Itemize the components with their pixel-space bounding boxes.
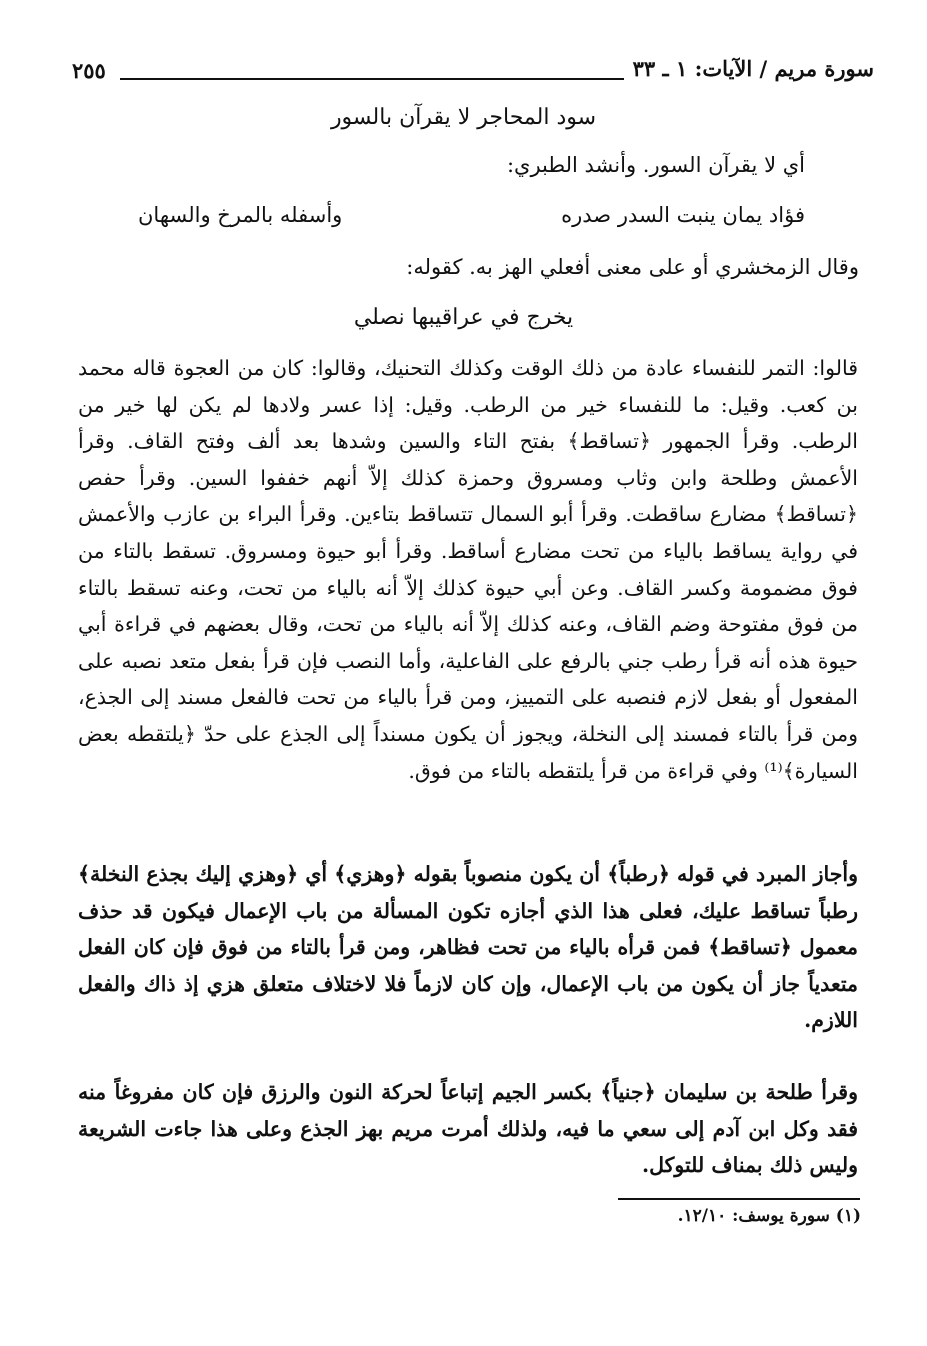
running-title: سورة مريم / الآيات: ١ ـ ٣٣ (632, 56, 874, 81)
verse-line-2: يخرج في عراقيبها نصلي (353, 305, 574, 330)
page-number: ٢٥٥ (72, 58, 106, 83)
zamakhshari-line: وقال الزمخشري أو على معنى أفعلي الهز به. كقوله: (406, 255, 859, 279)
footnote: (١) سورة يوسف: ١٢/١٠. (677, 1206, 861, 1226)
verse-line-1: سود المحاجر لا يقرآن بالسور (330, 105, 597, 130)
page-header (68, 52, 874, 90)
couplet-second-hemistich: وأسفله بالمرخ والسهان (138, 203, 343, 227)
paragraph-mubarrad: وأجاز المبرد في قوله ﴿رطباً﴾ أن يكون منصوباً بقوله ﴿وهزي﴾ أي ﴿وهزي إليك بجذع النخلة﴾ رطباً تساقط عليك، فعلى هذا الذي أجازه تكون المسألة من باب الإعمال فيكون قد حذف معمول ﴿تساقط﴾ فمن قرأه بالياء من تحت فظاهر، ومن قرأ بالتاء من فوق فإن كان الفعل متعدياً جاز أن يكون من باب الإعمال، وإن كان لازماً فلا لاختلاف متعلق هزي إذ ذاك والفعل اللازم. (78, 862, 858, 1033)
header-rule (120, 78, 624, 80)
couplet-first-hemistich: فؤاد يمان ينبت السدر صدره (561, 203, 805, 227)
footnote-rule (618, 1198, 860, 1200)
paragraph-talha: وقرأ طلحة بن سليمان ﴿جنياً﴾ بكسر الجيم إتباعاً لحركة النون والرزق فإن كان مفروغاً منه فقد وكل ابن آدم إلى سعي ما فيه، ولذلك أمرت مريم بهز الجذع وعلى هذا جاءت الشريعة وليس ذلك بمناف للتوكل. (78, 1080, 858, 1178)
verse-intro: أي لا يقرآن السور. وأنشد الطبري: (506, 153, 805, 177)
paragraph-readings: قالوا: التمر للنفساء عادة من ذلك الوقت وكذلك التحنيك، وقالوا: كان من العجوة قاله محمد بن كعب. وقيل: ما للنفساء خير من الرطب. وقيل: إذا عسر ولادها لم يكن لها خير من الرطب. وقرأ الجمهور ﴿تساقط﴾ بفتح التاء والسين وشدها بعد ألف وفتح القاف. وقرأ الأعمش وطلحة وابن وثاب ومسروق وحمزة كذلك إلاّ أنهم خففوا السين. وقرأ حفص ﴿تساقط﴾ مضارع ساقطت. وقرأ أبو السمال تتساقط بتاءين. وقرأ البراء بن عازب والأعمش في رواية يساقط بالياء من تحت مضارع أساقط. وقرأ أبو حيوة ومسروق. تسقط بالتاء من فوق مضمومة وكسر القاف. وعن أبي حيوة كذلك إلاّ أنه بالياء من تحت، وعنه تسقط بالتاء من فوق مفتوحة وضم القاف، وعنه كذلك إلاّ أنه بالياء من تحت، وقال بعضهم في قراءة أبي حيوة هذه أنه قرأ رطب جني بالرفع على الفاعلية، وأما النصب فإن قرأ بفعل متعد نصبه على المفعول أو بفعل لازم فنصبه على التمييز، ومن قرأ بالياء من تحت فالفعل مسند إلى الجذع، ومن قرأ بالتاء فمسند إلى النخلة، ويجوز أن يكون مسنداً إلى الجذع على حدّ ﴿يلتقطه بعض السيارة﴾⁽¹⁾ وفي قراءة من قرأ يلتقطه بالتاء من فوق. (78, 356, 858, 783)
